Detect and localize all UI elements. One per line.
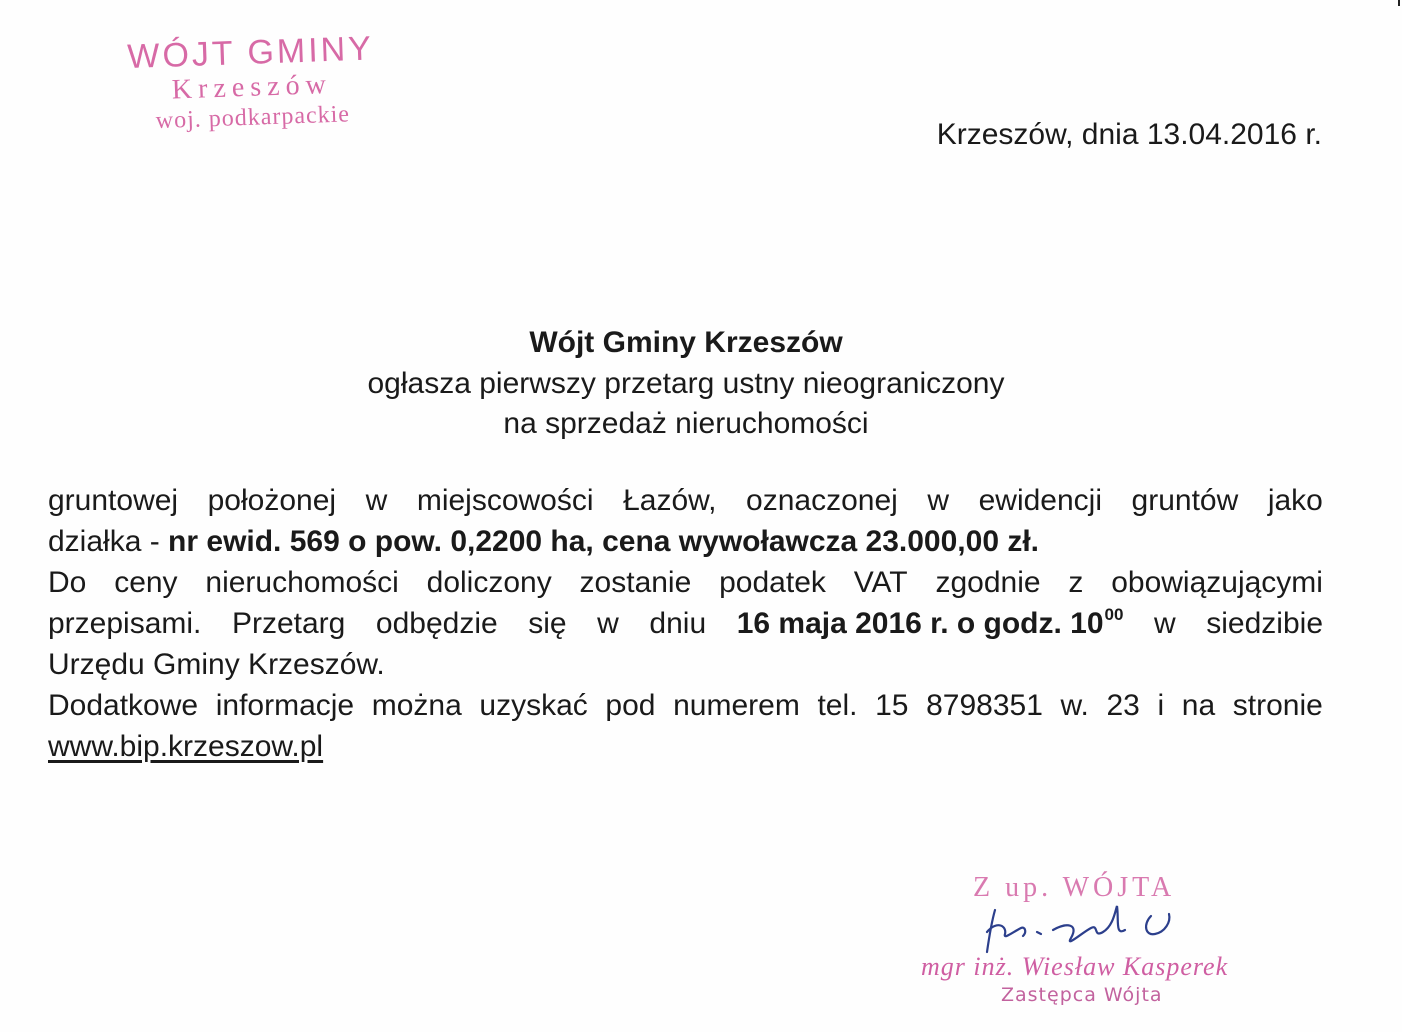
body-word: nieruchomości: [205, 566, 399, 599]
body-word: doliczony: [426, 566, 552, 599]
body-word: informacje: [215, 689, 355, 722]
body-word: w: [597, 607, 619, 640]
body-word: Do: [48, 566, 87, 599]
heading-line-2: na sprzedaż nieruchomości: [503, 407, 869, 440]
parcel-label: działka -: [48, 525, 169, 558]
auction-date-time: 16 maja 2016 r. o godz. $10^{00}$: [736, 605, 1124, 640]
body-word: w: [927, 484, 950, 517]
body-word: w: [365, 484, 388, 517]
announcement-body: [48, 480, 1323, 767]
body-word: jako: [1267, 484, 1323, 517]
body-word: tel.: [817, 689, 858, 722]
body-word: oznaczonej: [746, 484, 898, 517]
body-word: miejscowości: [416, 484, 594, 517]
body-word: siedzibie: [1206, 607, 1323, 640]
bip-website-link[interactable]: www.bip.krzeszow.pl: [48, 730, 324, 763]
stamp-voivodeship: woj. podkarpackie: [155, 101, 351, 135]
body-word: można: [371, 689, 462, 722]
body-line-4: [48, 603, 1323, 644]
body-word: dniu: [649, 607, 707, 640]
document-date: Krzeszów, dnia 13.04.2016 r.: [936, 118, 1322, 151]
body-word: stronie: [1232, 689, 1323, 722]
body-line-6: [48, 685, 1323, 726]
body-word: z: [1068, 566, 1084, 599]
signature-authorization: Z up. WÓJTA: [973, 872, 1176, 903]
body-word: Dodatkowe: [48, 689, 199, 722]
body-word: pod: [605, 689, 656, 722]
body-word: w.: [1060, 689, 1089, 722]
body-word: obowiązującymi: [1111, 566, 1323, 599]
body-word: zostanie: [579, 566, 692, 599]
body-word: odbędzie: [375, 607, 498, 640]
body-line-3: [48, 562, 1323, 603]
body-word: Przetarg: [231, 607, 346, 640]
heading-title: Wójt Gminy Krzeszów: [529, 326, 843, 359]
body-word: numerem: [673, 689, 800, 722]
signatory-role: Zastępca Wójta: [1001, 984, 1163, 1006]
body-line-2: [48, 521, 1323, 562]
body-word: podatek: [719, 566, 826, 599]
body-word: ewidencji: [978, 484, 1102, 517]
heading-line-1: ogłasza pierwszy przetarg ustny nieograniczony: [367, 367, 1005, 400]
body-word: na: [1181, 689, 1216, 722]
body-word: się: [528, 607, 567, 640]
signature-block: [915, 872, 1275, 1022]
body-word: uzyskać: [479, 689, 588, 722]
body-word: 23: [1106, 689, 1140, 722]
office-stamp: [100, 28, 403, 138]
body-word: gruntowej: [48, 484, 179, 517]
body-word: w: [1154, 607, 1176, 640]
body-word: VAT: [853, 566, 908, 599]
body-line-1: [48, 480, 1323, 521]
body-line-5: Urzędu Gminy Krzeszów.: [48, 648, 385, 681]
signatory-name: mgr inż. Wiesław Kasperek: [921, 952, 1229, 981]
stamp-title: WÓJT GMINY: [126, 29, 375, 77]
body-word: Łazów,: [623, 484, 717, 517]
body-word: położonej: [207, 484, 337, 517]
body-word: przepisami.: [48, 607, 202, 640]
body-word: gruntów: [1131, 484, 1239, 517]
body-line-7: [48, 726, 1323, 767]
scan-edge-mark: [1398, 0, 1400, 6]
body-word: 15: [875, 689, 909, 722]
announcement-heading: [0, 322, 1372, 444]
auction-time-minutes: 00: [1104, 605, 1124, 624]
stamp-municipality: Krzeszów: [171, 68, 333, 106]
parcel-details: nr ewid. 569 o pow. 0,2200 ha, cena wywoławcza 23.000,00 zł.: [168, 525, 1040, 558]
body-word: ceny: [114, 566, 178, 599]
body-word: i: [1157, 689, 1165, 722]
body-word: zgodnie: [935, 566, 1041, 599]
body-word: 8798351: [926, 689, 1043, 722]
